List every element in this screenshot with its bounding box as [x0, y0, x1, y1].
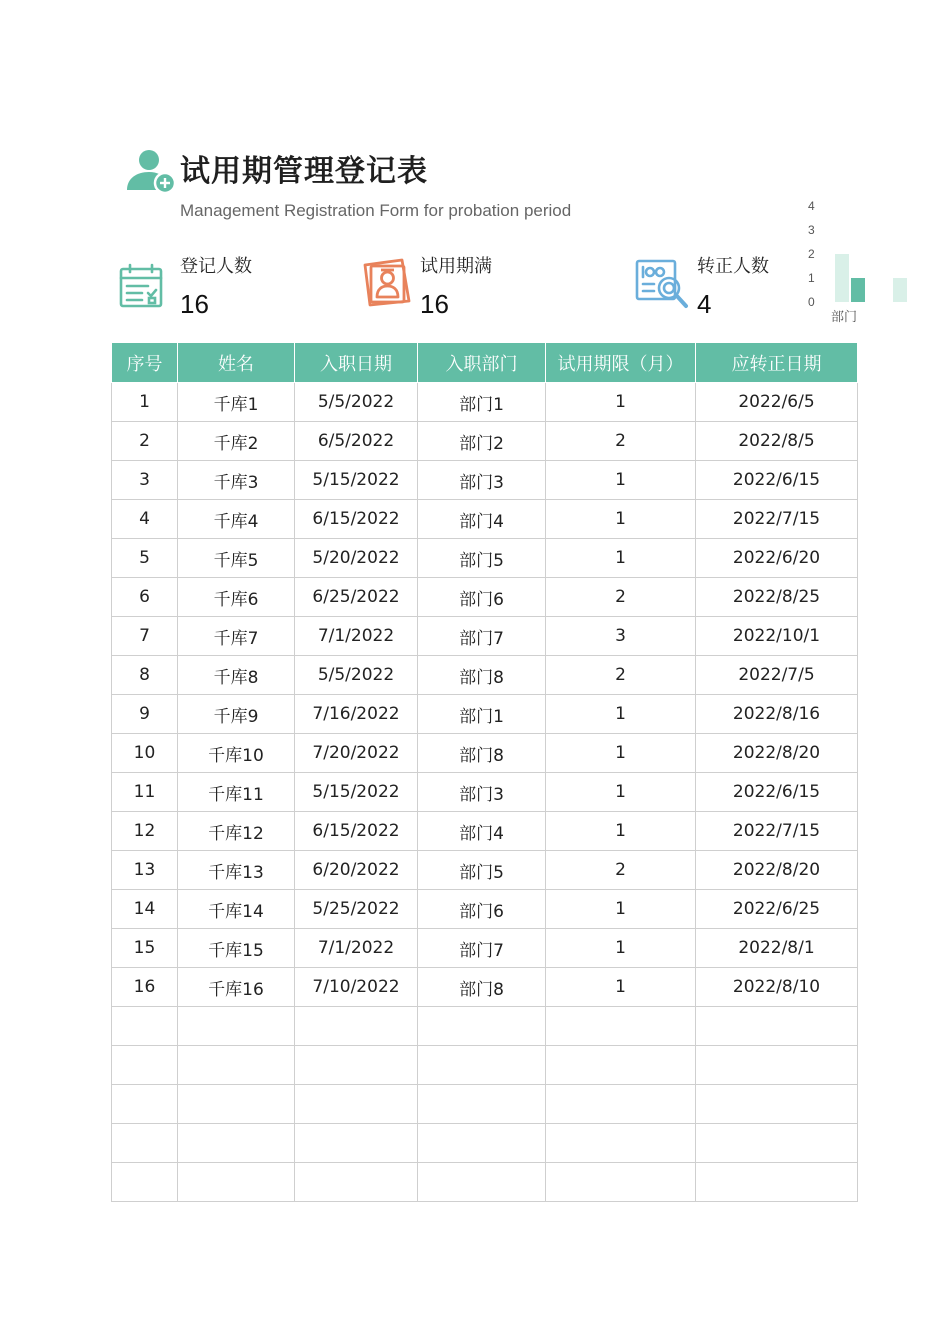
table-cell[interactable]: 6 — [112, 578, 178, 617]
table-cell[interactable]: 7/16/2022 — [295, 695, 418, 734]
table-cell[interactable]: 2 — [546, 656, 696, 695]
table-row — [112, 890, 858, 929]
table-cell[interactable]: 部门5 — [418, 851, 546, 890]
table-cell[interactable]: 部门6 — [418, 890, 546, 929]
calendar-check-icon — [118, 263, 164, 309]
table-cell[interactable]: 5/25/2022 — [295, 890, 418, 929]
table-row — [112, 461, 858, 500]
table-cell[interactable]: 2022/8/20 — [696, 734, 858, 773]
table-cell[interactable]: 3 — [112, 461, 178, 500]
page-title: 试用期管理登记表 — [180, 154, 428, 189]
table-cell[interactable]: 13 — [112, 851, 178, 890]
table-cell[interactable] — [696, 1085, 858, 1124]
table-row — [112, 500, 858, 539]
chart-bar — [835, 254, 849, 302]
table-cell[interactable]: 1 — [546, 929, 696, 968]
table-cell[interactable] — [546, 1163, 696, 1202]
table-cell[interactable]: 部门8 — [418, 968, 546, 1007]
table-cell[interactable] — [295, 1046, 418, 1085]
table-row — [112, 1085, 858, 1124]
table-cell[interactable]: 6/25/2022 — [295, 578, 418, 617]
table-cell[interactable] — [546, 1007, 696, 1046]
table-cell[interactable]: 部门6 — [418, 578, 546, 617]
table-cell[interactable]: 千库15 — [178, 929, 295, 968]
column-header: 入职日期 — [295, 343, 418, 383]
column-header: 应转正日期 — [696, 343, 858, 383]
table-cell[interactable] — [295, 1085, 418, 1124]
add-user-icon — [125, 146, 177, 194]
table-cell[interactable]: 千库12 — [178, 812, 295, 851]
table-cell[interactable]: 12 — [112, 812, 178, 851]
table-cell[interactable] — [418, 1085, 546, 1124]
table-row — [112, 1007, 858, 1046]
department-chart — [800, 196, 950, 326]
table-cell[interactable]: 部门3 — [418, 773, 546, 812]
table-cell[interactable] — [696, 1046, 858, 1085]
table-cell[interactable]: 5/15/2022 — [295, 773, 418, 812]
table-cell[interactable]: 2022/6/15 — [696, 773, 858, 812]
table-cell[interactable]: 部门1 — [418, 383, 546, 422]
y-tick-label: 2 — [808, 247, 815, 261]
table-cell[interactable]: 部门1 — [418, 695, 546, 734]
table-cell[interactable]: 千库14 — [178, 890, 295, 929]
table-row — [112, 812, 858, 851]
table-row — [112, 1124, 858, 1163]
table-cell[interactable]: 11 — [112, 773, 178, 812]
table-cell[interactable]: 2022/8/16 — [696, 695, 858, 734]
table-cell[interactable] — [418, 1124, 546, 1163]
table-cell[interactable] — [696, 1124, 858, 1163]
stat-confirmed-value: 4 — [697, 289, 712, 319]
table-cell[interactable]: 部门8 — [418, 734, 546, 773]
table-cell[interactable]: 8 — [112, 656, 178, 695]
table-row — [112, 851, 858, 890]
table-cell[interactable] — [112, 1163, 178, 1202]
table-cell[interactable]: 部门3 — [418, 461, 546, 500]
table-cell[interactable]: 2022/8/5 — [696, 422, 858, 461]
table-cell[interactable]: 5/15/2022 — [295, 461, 418, 500]
table-cell[interactable] — [696, 1007, 858, 1046]
table-cell[interactable]: 千库13 — [178, 851, 295, 890]
stat-probation-ended-label: 试用期满 — [420, 256, 492, 277]
table-cell[interactable]: 2022/10/1 — [696, 617, 858, 656]
table-cell[interactable]: 7/1/2022 — [295, 617, 418, 656]
table-cell[interactable]: 7/1/2022 — [295, 929, 418, 968]
stat-probation-ended-value: 16 — [420, 289, 449, 319]
table-cell[interactable]: 1 — [546, 773, 696, 812]
table-cell[interactable]: 7/10/2022 — [295, 968, 418, 1007]
id-card-icon — [362, 257, 412, 307]
table-cell[interactable]: 2022/8/25 — [696, 578, 858, 617]
column-header: 姓名 — [178, 343, 295, 383]
table-cell[interactable]: 部门8 — [418, 656, 546, 695]
table-row — [112, 734, 858, 773]
table-cell[interactable]: 1 — [546, 539, 696, 578]
table-cell[interactable]: 2022/7/5 — [696, 656, 858, 695]
chart-bar — [893, 278, 907, 302]
table-cell[interactable] — [112, 1007, 178, 1046]
table-cell[interactable]: 15 — [112, 929, 178, 968]
table-cell[interactable]: 2 — [112, 422, 178, 461]
table-cell[interactable]: 千库16 — [178, 968, 295, 1007]
table-cell[interactable]: 1 — [546, 968, 696, 1007]
y-tick-label: 1 — [808, 271, 815, 285]
table-row — [112, 383, 858, 422]
table-cell[interactable]: 部门7 — [418, 617, 546, 656]
table-row — [112, 1163, 858, 1202]
table-cell[interactable] — [295, 1124, 418, 1163]
table-row — [112, 656, 858, 695]
table-row — [112, 968, 858, 1007]
table-cell[interactable] — [178, 1163, 295, 1202]
table-cell[interactable]: 2022/8/10 — [696, 968, 858, 1007]
table-cell[interactable]: 部门4 — [418, 500, 546, 539]
table-cell[interactable] — [546, 1046, 696, 1085]
table-cell[interactable]: 2022/6/20 — [696, 539, 858, 578]
table-cell[interactable]: 2022/7/15 — [696, 500, 858, 539]
table-cell[interactable] — [418, 1007, 546, 1046]
table-cell[interactable]: 7 — [112, 617, 178, 656]
table-cell[interactable] — [295, 1007, 418, 1046]
table-cell[interactable]: 千库2 — [178, 422, 295, 461]
table-cell[interactable]: 千库3 — [178, 461, 295, 500]
table-cell[interactable]: 10 — [112, 734, 178, 773]
table-row — [112, 773, 858, 812]
table-cell[interactable]: 7/20/2022 — [295, 734, 418, 773]
table-cell[interactable]: 1 — [546, 461, 696, 500]
chart-bar — [851, 278, 865, 302]
table-cell[interactable]: 部门2 — [418, 422, 546, 461]
table-cell[interactable]: 部门7 — [418, 929, 546, 968]
table-cell[interactable]: 5 — [112, 539, 178, 578]
table-cell[interactable]: 1 — [546, 890, 696, 929]
table-cell[interactable]: 6/5/2022 — [295, 422, 418, 461]
table-cell[interactable]: 4 — [112, 500, 178, 539]
table-cell[interactable] — [178, 1124, 295, 1163]
magnifier-document-icon — [634, 257, 690, 311]
table-cell[interactable]: 2022/8/1 — [696, 929, 858, 968]
table-cell[interactable]: 千库11 — [178, 773, 295, 812]
table-cell[interactable]: 部门5 — [418, 539, 546, 578]
table-header-row — [112, 343, 858, 383]
table-cell[interactable]: 1 — [112, 383, 178, 422]
table-cell[interactable]: 6/15/2022 — [295, 500, 418, 539]
table-row — [112, 539, 858, 578]
table-cell[interactable] — [112, 1046, 178, 1085]
table-cell[interactable]: 5/5/2022 — [295, 383, 418, 422]
column-header: 试用期限（月） — [546, 343, 696, 383]
registration-table — [111, 342, 857, 1202]
table-cell[interactable]: 5/5/2022 — [295, 656, 418, 695]
table-cell[interactable] — [696, 1163, 858, 1202]
table-cell[interactable] — [418, 1046, 546, 1085]
table-cell[interactable]: 6/15/2022 — [295, 812, 418, 851]
table-cell[interactable]: 千库1 — [178, 383, 295, 422]
table-row — [112, 422, 858, 461]
stat-confirmed-label: 转正人数 — [697, 256, 769, 277]
table-cell[interactable]: 部门4 — [418, 812, 546, 851]
table-cell[interactable] — [178, 1007, 295, 1046]
table-row — [112, 578, 858, 617]
table-cell[interactable] — [295, 1163, 418, 1202]
table-cell[interactable]: 14 — [112, 890, 178, 929]
table-row — [112, 929, 858, 968]
table-cell[interactable]: 1 — [546, 812, 696, 851]
table-cell[interactable] — [546, 1085, 696, 1124]
page-subtitle: Management Registration Form for probation period — [180, 201, 572, 220]
table-cell[interactable]: 2022/6/5 — [696, 383, 858, 422]
x-category-label: 部门 — [831, 310, 858, 325]
table-cell[interactable]: 千库6 — [178, 578, 295, 617]
table-cell[interactable]: 3 — [546, 617, 696, 656]
table-cell[interactable]: 2022/8/20 — [696, 851, 858, 890]
table-cell[interactable]: 千库9 — [178, 695, 295, 734]
table-cell[interactable]: 2 — [546, 851, 696, 890]
y-tick-label: 4 — [808, 199, 815, 213]
table-row — [112, 1046, 858, 1085]
table-cell[interactable]: 2 — [546, 578, 696, 617]
table-cell[interactable] — [112, 1124, 178, 1163]
table-cell[interactable]: 16 — [112, 968, 178, 1007]
table-cell[interactable]: 2 — [546, 422, 696, 461]
table-cell[interactable] — [178, 1085, 295, 1124]
table-cell[interactable]: 2022/6/15 — [696, 461, 858, 500]
table-cell[interactable]: 1 — [546, 500, 696, 539]
column-header: 入职部门 — [418, 343, 546, 383]
table-cell[interactable]: 千库8 — [178, 656, 295, 695]
table-cell[interactable]: 1 — [546, 383, 696, 422]
table-cell[interactable]: 千库7 — [178, 617, 295, 656]
table-cell[interactable]: 千库5 — [178, 539, 295, 578]
table-cell[interactable]: 9 — [112, 695, 178, 734]
table-cell[interactable]: 1 — [546, 734, 696, 773]
table-cell[interactable] — [546, 1124, 696, 1163]
table-row — [112, 617, 858, 656]
y-tick-label: 0 — [808, 295, 815, 309]
table-cell[interactable] — [112, 1085, 178, 1124]
table-cell[interactable]: 千库4 — [178, 500, 295, 539]
table-row — [112, 695, 858, 734]
table-cell[interactable] — [418, 1163, 546, 1202]
table-cell[interactable]: 1 — [546, 695, 696, 734]
table-cell[interactable]: 6/20/2022 — [295, 851, 418, 890]
table-cell[interactable]: 千库10 — [178, 734, 295, 773]
table-cell[interactable]: 5/20/2022 — [295, 539, 418, 578]
table-cell[interactable]: 2022/7/15 — [696, 812, 858, 851]
table-cell[interactable] — [178, 1046, 295, 1085]
column-header: 序号 — [112, 343, 178, 383]
table-cell[interactable]: 2022/6/25 — [696, 890, 858, 929]
stat-registered-label: 登记人数 — [180, 256, 252, 277]
stat-registered-value: 16 — [180, 289, 209, 319]
y-tick-label: 3 — [808, 223, 815, 237]
